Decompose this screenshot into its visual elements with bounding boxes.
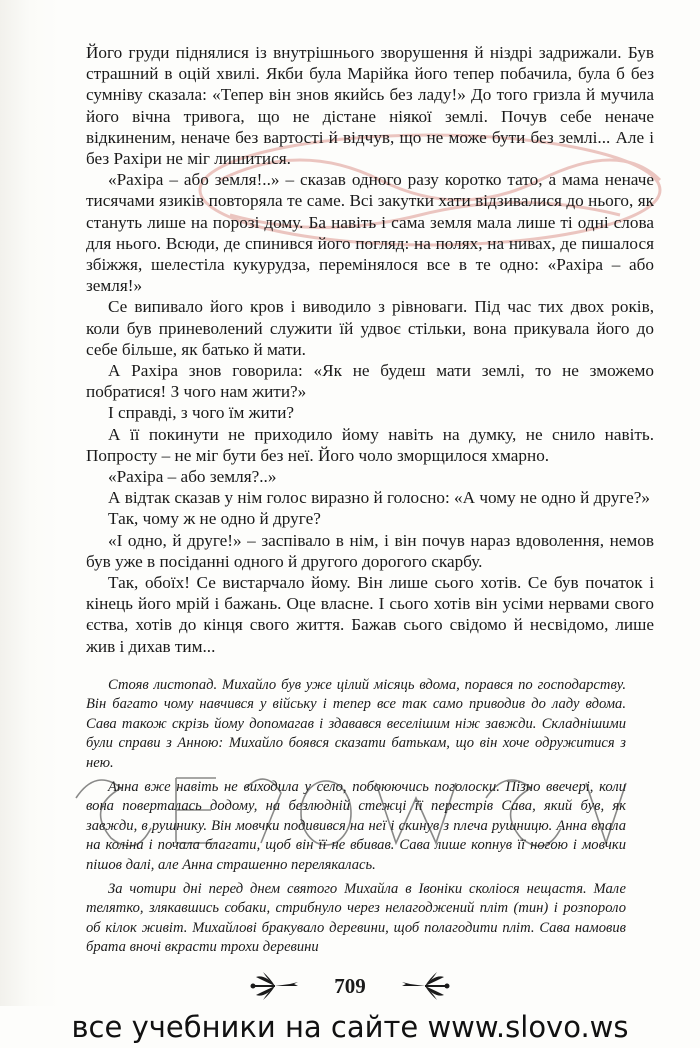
floral-ornament-icon <box>400 971 450 1001</box>
summary-paragraph: Стояв листопад. Михайло був уже цілий місяць вдома, порався по господарству. Він багато чому навчився у війську і тепер все так само приводив до ладу вдома. Сава також скрізь йому допомагав і здавався веселішим ніж завжди. Складнішими були справи з Анною: Михайло боявся сказати батькам, що він хоче одружитися з нею. <box>86 677 626 771</box>
page-footer <box>0 966 700 1006</box>
summary-text <box>86 676 626 963</box>
paragraph: «Рахіра – або земля?..» <box>108 467 277 487</box>
paragraph: Се випивало його кров і виводило з рівноваги. Під час тих двох років, коли був приневолений служити їй удвоє стільки, вона прикувала його до себе більше, як батько й мати. <box>86 297 654 359</box>
summary-paragraph: Анна вже навіть не виходила у село, побоюючись поголоски. Пізно ввечері, коли вона поверталась додому, на безлюдній стежці її перестрів Сава, який був, як завжди, в рушнику. Він мовчки подивився на неї і скинув з плеча рушницю. Анна впала на коліна і почала благати, щоб він її не вбивав. Сава лише копнув її ногою і мовчки пішов далі, але Анна страшенно перелякалась. <box>86 779 626 873</box>
floral-ornament-icon <box>250 971 300 1001</box>
paragraph: Так, обоїх! Се вистарчало йому. Він лише сього хотів. Се був початок і кінець його мрій і бажань. Оце власне. І сього хотів він усіми нервами свого єства, хотів до кінця свого життя. Бажав сього свідомо й несвідомо, лише жив і дихав тим... <box>86 573 654 656</box>
page-number: 709 <box>334 973 366 998</box>
paragraph: «Рахіра – або земля!..» – сказав одного разу коротко тато, а мама неначе тисячами язиків повторяла те саме. Всі закутки хати відзивалися до нього, як стануть лише на порозі дому. Ба навіть і сама земля мала лише ті одні слова для нього. Всюди, де спинився його погляд: на полях, на нивах, де пишалося збіжжя, шелестіла кукурудза, перемінялося все в те одно: «Рахіра – або земля!» <box>86 170 654 296</box>
paragraph: Так, чому ж не одно й друге? <box>108 509 321 529</box>
summary-paragraph: За чотири дні перед днем святого Михайла в Івоніки сколіося нещастя. Мале телятко, злякавшись собаки, стрибнуло через нелагоджений пліт (тин) і розпороло об кілок живіт. Михайлові бракувало деревини, щоб полагодити пліт. Сава намовив брата вночі вкрасти трохи деревини <box>86 881 626 956</box>
site-watermark-caption: все учебники на сайте www.slovo.ws <box>0 1006 700 1048</box>
paragraph: А відтак сказав у нім голос виразно й голосно: «А чому не одно й друге?» <box>108 488 650 508</box>
main-text <box>86 42 654 657</box>
paragraph: А Рахіра знов говорила: «Як не будеш мати землі, то не зможемо побратися! З чого нам жити?» <box>86 361 654 402</box>
paragraph: Його груди піднялися із внутрішнього зворушення й ніздрі задрижали. Був страшний в оцій хвилі. Якби була Марійка його тепер побачила, була б без сумніву сказала: «Тепер він знов якийсь без ладу!» До того гризла й мучила його вічна тривога, що не дістане ніякої землі. Почув себе неначе відкиненим, неначе без вартості й відчув, що не може бути без землі... Але і без Рахіри не міг лишитися. <box>86 43 654 169</box>
paragraph: А її покинути не приходило йому навіть на думку, не снило навіть. Попросту – не міг бути без неї. Його чоло зморщилося хмарно. <box>86 424 654 465</box>
paragraph: «І одно, й друге!» – заспівало в нім, і він почув нараз вдоволення, немов був уже в посіданні одного й другого дорогого скарбу. <box>86 530 654 571</box>
paragraph: І справді, з чого їм жити? <box>108 403 295 423</box>
